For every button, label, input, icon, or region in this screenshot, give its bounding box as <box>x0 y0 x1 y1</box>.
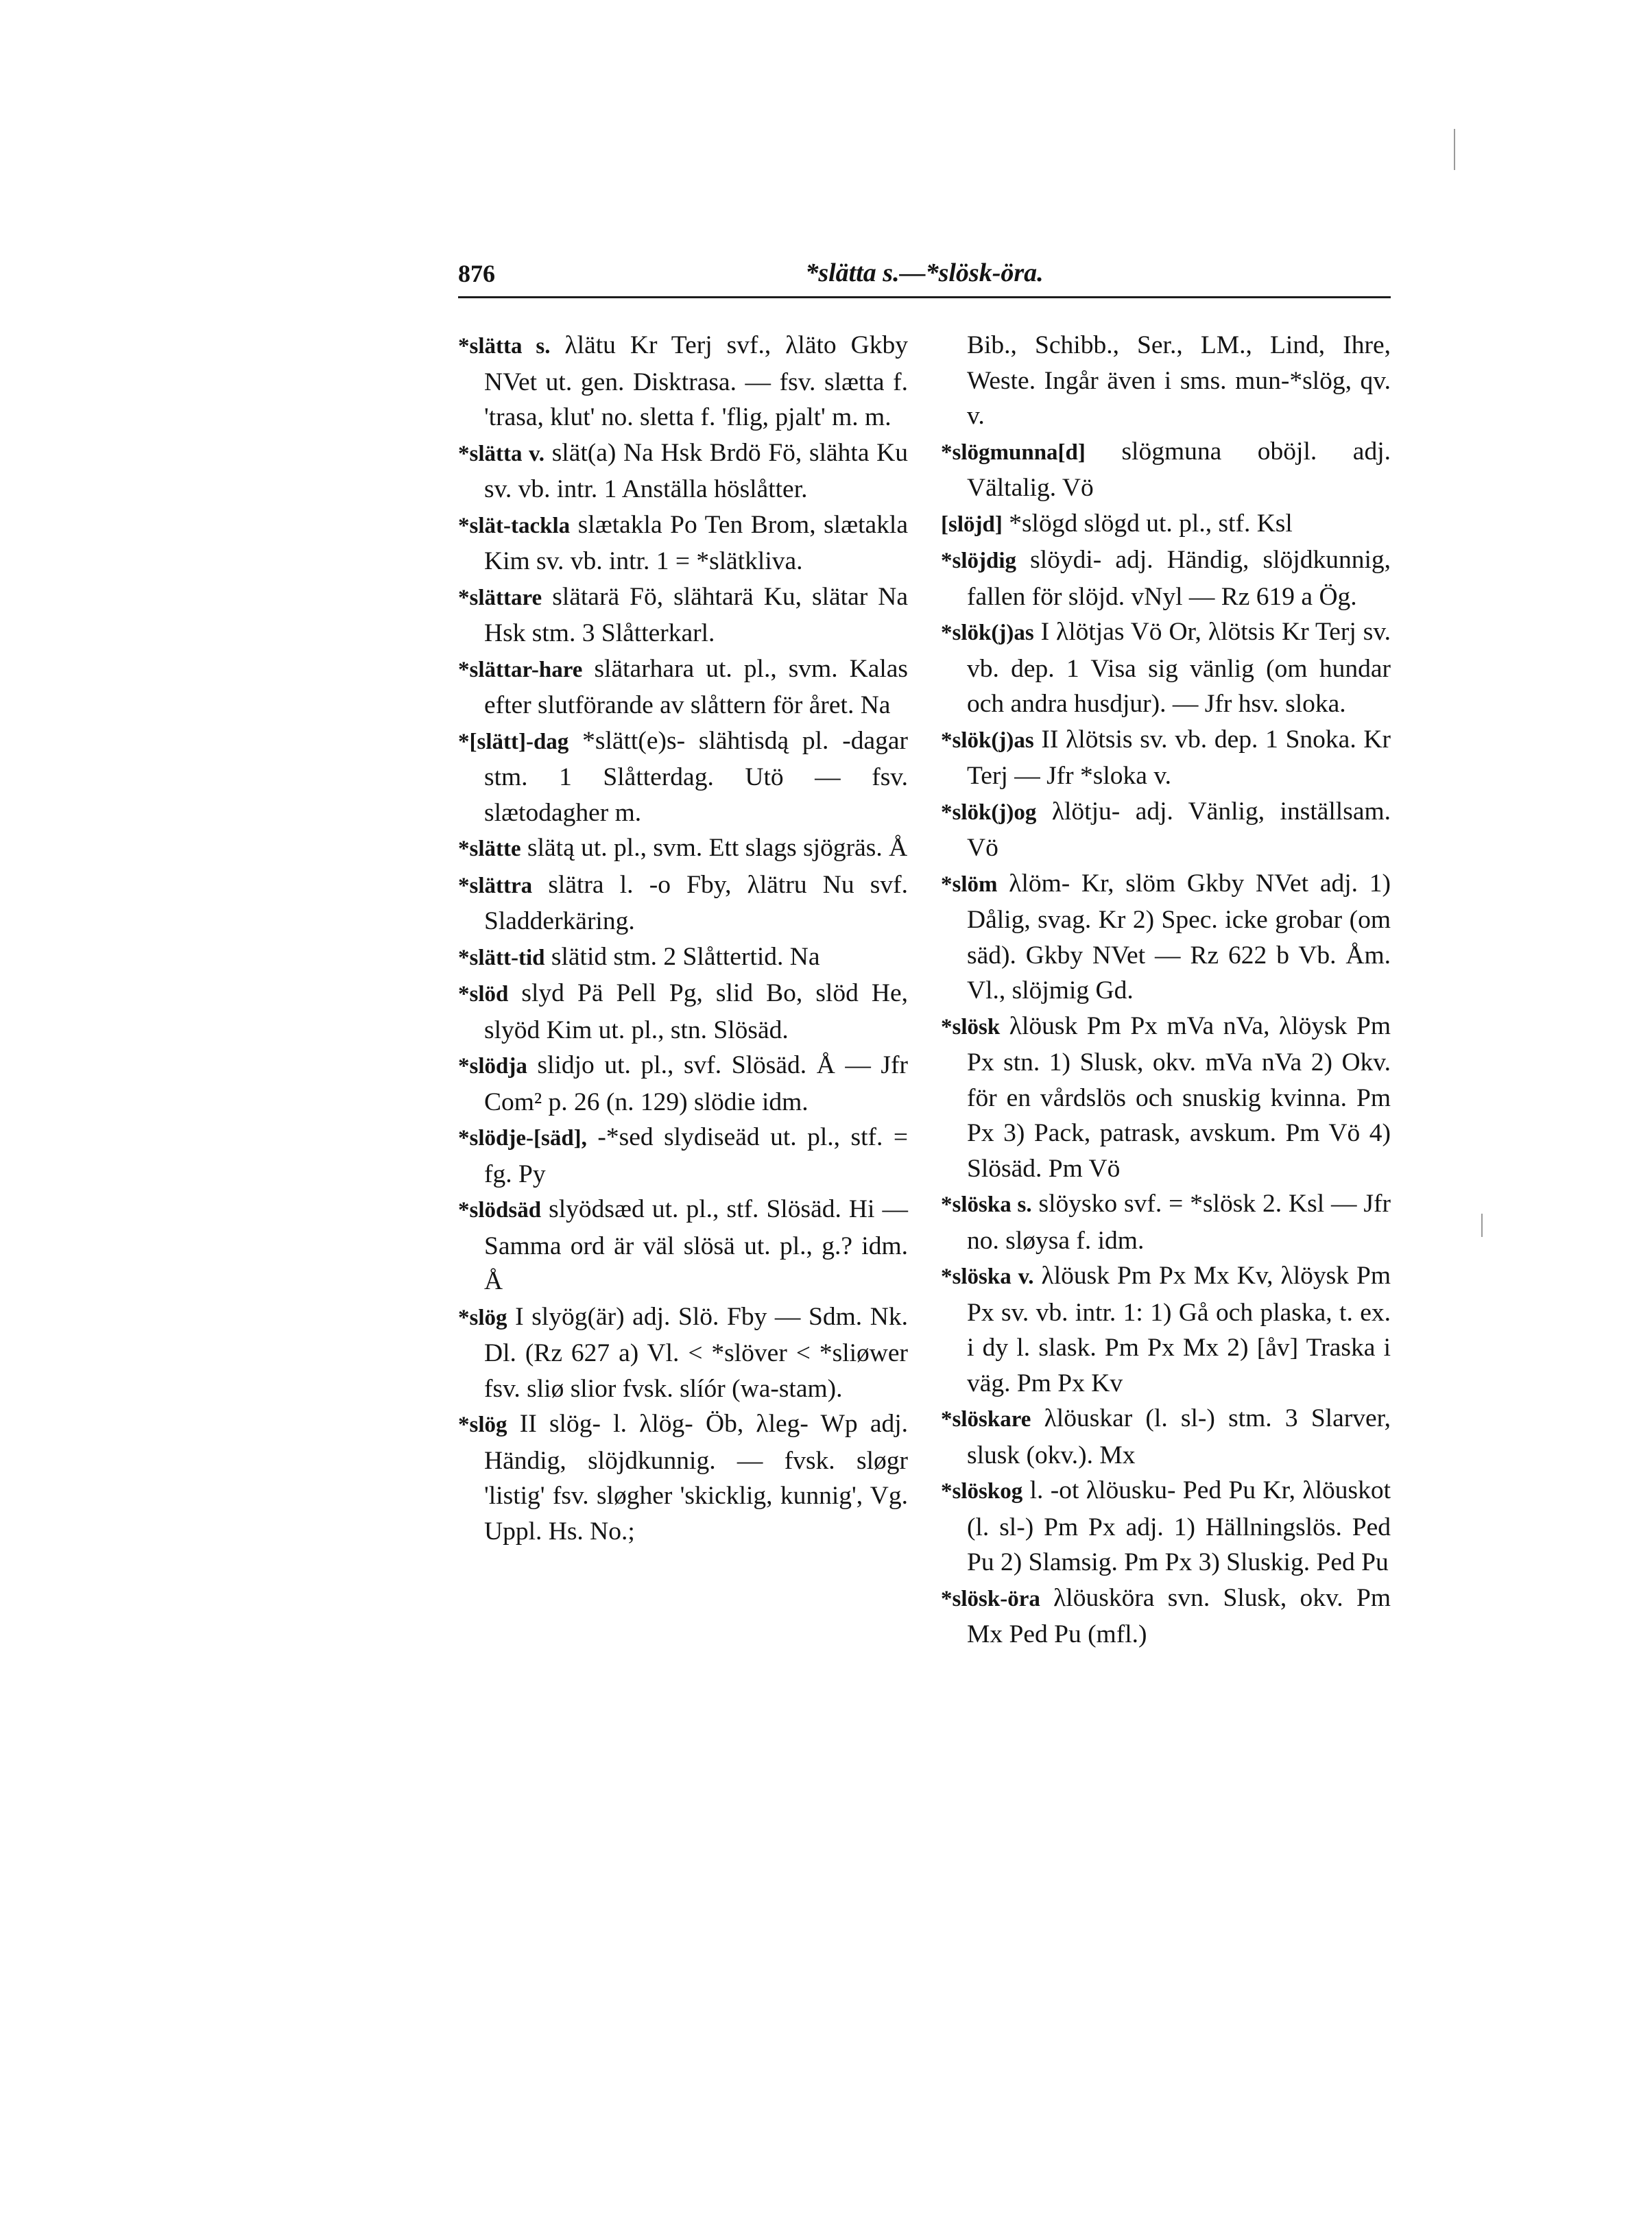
entry-text: slöysko svf. = *slösk 2. Ksl — Jfr no. sløysa f. idm. <box>967 1190 1391 1255</box>
entry-text: slätarä Fö, slähtarä Ku, slätar Na Hsk stm. 3 Slåtterkarl. <box>484 582 909 647</box>
entry-text: -*sed slydiseäd ut. pl., stf. = fg. Py <box>484 1123 908 1188</box>
entry-text: II λlötsis sv. vb. dep. 1 Snoka. Kr Terj — Jfr *sloka v. <box>967 725 1391 790</box>
entry-headword: *slög <box>458 1305 507 1330</box>
dictionary-entry <box>941 1581 1391 1653</box>
dictionary-entry <box>458 867 908 939</box>
entry-headword: *slöd <box>458 982 509 1007</box>
dictionary-entry <box>941 866 1391 1009</box>
dictionary-entry <box>941 506 1391 543</box>
entry-text: λlöusköra svn. Slusk, okv. Pm Mx Ped Pu (mfl.) <box>967 1583 1391 1648</box>
entry-headword: *slödja <box>458 1054 527 1079</box>
dictionary-entry <box>941 1401 1391 1473</box>
entry-headword: *slök(j)as <box>941 621 1034 645</box>
scan-mark <box>1481 1214 1483 1237</box>
dictionary-entry <box>941 1473 1391 1581</box>
entry-text: λlätu Kr Terj svf., λläto Gkby NVet ut. gen. Disktrasa. — fsv. slætta f. 'trasa, klut' no. sletta f. 'flig, pjalt' m. m. <box>484 331 908 431</box>
entry-headword: *slättare <box>458 585 542 610</box>
entry-text: I slyög(är) adj. Slö. Fby — Sdm. Nk. Dl. (Rz 627 a) Vl. < *slöver < *sliøwer fsv. sliø slior fvsk. slíór (wa-stam). <box>484 1302 908 1403</box>
entry-headword: *slät-tackla <box>458 513 571 538</box>
entry-text: slidjo ut. pl., svf. Slösäd. Å — Jfr Com² p. 26 (n. 129) slödie idm. <box>484 1051 908 1116</box>
dictionary-entry <box>458 1192 908 1299</box>
entry-text: λlöm- Kr, slöm Gkby NVet adj. 1) Dålig, svag. Kr 2) Spec. icke grobar (om säd). Gkby NVet — Rz 622 b Vb. Åm. Vl., slöjmig Gd. <box>967 869 1391 1005</box>
entry-text: slyödsæd ut. pl., stf. Slösäd. Hi — Samma ord är väl slösä ut. pl., g.? idm. Å <box>484 1195 909 1295</box>
entry-headword: *slösk <box>941 1014 1001 1040</box>
dictionary-entry <box>941 1186 1391 1258</box>
dictionary-entry <box>941 722 1391 794</box>
scan-mark <box>1454 129 1455 170</box>
entry-text: slätra l. -o Fby, λlätru Nu svf. Sladderkäring. <box>484 870 908 935</box>
entry-text: slyd Pä Pell Pg, slid Bo, slöd He, slyöd Kim ut. pl., stn. Slösäd. <box>484 979 908 1044</box>
entry-text: Bib., Schibb., Ser., LM., Lind, Ihre, Weste. Ingår även i sms. mun-*slög, qv. v. <box>967 331 1391 430</box>
dictionary-entry <box>458 830 908 867</box>
entry-text: slätą ut. pl., svm. Ett slags sjögräs. Å <box>527 834 908 862</box>
entry-text: slöydi- adj. Händig, slöjdkunnig, fallen för slöjd. vNyl — Rz 619 a Ög. <box>967 546 1391 611</box>
dictionary-entry <box>458 1299 908 1407</box>
entry-headword: *slätte <box>458 837 521 861</box>
entry-headword: [slöjd] <box>941 512 1003 537</box>
entry-headword: *slök(j)og <box>941 800 1037 825</box>
entry-headword: *slätta s. <box>458 334 551 359</box>
entry-text: slätid stm. 2 Slåttertid. Na <box>551 942 820 971</box>
entry-headword: *slöm <box>941 872 998 897</box>
entry-text: slätarhara ut. pl., svm. Kalas efter slutförande av slåttern för året. Na <box>484 654 908 719</box>
dictionary-entry <box>941 542 1391 614</box>
entry-headword: *slöskare <box>941 1407 1031 1432</box>
entry-headword: *slöska s. <box>941 1192 1032 1217</box>
entry-headword: *slättar-hare <box>458 657 583 682</box>
entry-headword: *slätt-tid <box>458 945 545 970</box>
dictionary-entry <box>458 976 908 1048</box>
right-column <box>941 328 1391 1653</box>
entry-text: λlöusk Pm Px Mx Kv, λlöysk Pm Px sv. vb. intr. 1: 1) Gå och plaska, t. ex. i dy l. slask. Pm Px Mx 2) [åv] Traska i väg. Pm Px Kv <box>967 1262 1391 1397</box>
entry-headword: *slök(j)as <box>941 728 1034 753</box>
entry-text: *slögd slögd ut. pl., stf. Ksl <box>1009 509 1293 538</box>
dictionary-entry <box>458 328 908 435</box>
entry-headword: *slögmunna[d] <box>941 440 1086 465</box>
dictionary-entry <box>458 651 908 723</box>
dictionary-entry <box>941 1009 1391 1187</box>
entry-text: *slätt(e)s- slähtisdą pl. -dagar stm. 1 Slåtterdag. Utö — fsv. slætodagher m. <box>484 726 908 827</box>
running-head: *slätta s.—*slösk-öra. <box>805 259 1044 287</box>
entry-headword: *slög <box>458 1413 507 1437</box>
entry-text: l. -ot λlöusku- Ped Pu Kr, λlöuskot (l. sl-) Pm Px adj. 1) Hällningslös. Ped Pu 2) Slamsig. Pm Px 3) Sluskig. Ped Pu <box>967 1476 1391 1576</box>
dictionary-entry <box>458 507 908 579</box>
entry-text: slögmuna oböjl. adj. Vältalig. Vö <box>967 437 1391 502</box>
dictionary-entry <box>458 1048 908 1120</box>
entry-headword: *slättra <box>458 873 533 898</box>
page-number: 876 <box>458 260 495 287</box>
entry-headword: *slöskog <box>941 1479 1023 1504</box>
entry-headword: *slöjdig <box>941 549 1017 573</box>
dictionary-entry <box>458 435 908 507</box>
entry-text: slætakla Po Ten Brom, slætakla Kim sv. vb. intr. 1 = *slätkliva. <box>484 510 908 575</box>
entry-text: II slög- l. λlög- Öb, λleg- Wp adj. Händig, slöjdkunnig. — fvsk. sløgr 'listig' fsv. sløgher 'skicklig, kunnig', Vg. Uppl. Hs. No.; <box>484 1410 909 1546</box>
entry-text: λlöusk Pm Px mVa nVa, λlöysk Pm Px stn. 1) Slusk, okv. mVa nVa 2) Okv. för en vårdslös och snuskig kvinna. Pm Px 3) Pack, patrask, avskum. Pm Vö 4) Slösäd. Pm Vö <box>967 1011 1391 1183</box>
entry-headword: *slödje-[säd], <box>458 1126 587 1151</box>
dictionary-entry <box>941 434 1391 506</box>
dictionary-entry <box>458 939 908 976</box>
entry-headword: *slösk-öra <box>941 1586 1040 1611</box>
dictionary-entry <box>941 794 1391 866</box>
dictionary-entry <box>941 614 1391 722</box>
left-column <box>458 328 908 1549</box>
entry-headword: *slödsäd <box>458 1198 542 1223</box>
entry-text: λlötju- adj. Vänlig, inställsam. Vö <box>967 797 1391 862</box>
dictionary-entry <box>941 1258 1391 1401</box>
entry-headword: *slöska v. <box>941 1264 1034 1289</box>
entry-text: I λlötjas Vö Or, λlötsis Kr Terj sv. vb. dep. 1 Visa sig vänlig (om hundar och andra husdjur). — Jfr hsv. sloka. <box>967 618 1391 718</box>
dictionary-entry <box>941 328 1391 434</box>
dictionary-entry <box>458 723 908 831</box>
entry-text: slät(a) Na Hsk Brdö Fö, slähta Ku sv. vb. intr. 1 Anställa höslåtter. <box>484 438 909 503</box>
dictionary-entry <box>458 1120 908 1192</box>
entry-headword: *slätta v. <box>458 441 544 466</box>
page-header <box>458 252 1391 300</box>
entry-headword: *[slätt]-dag <box>458 729 569 754</box>
dictionary-entry <box>458 1406 908 1549</box>
dictionary-entry <box>458 579 908 651</box>
entry-text: λlöuskar (l. sl-) stm. 3 Slarver, slusk (okv.). Mx <box>967 1404 1391 1469</box>
header-rule <box>458 296 1391 298</box>
